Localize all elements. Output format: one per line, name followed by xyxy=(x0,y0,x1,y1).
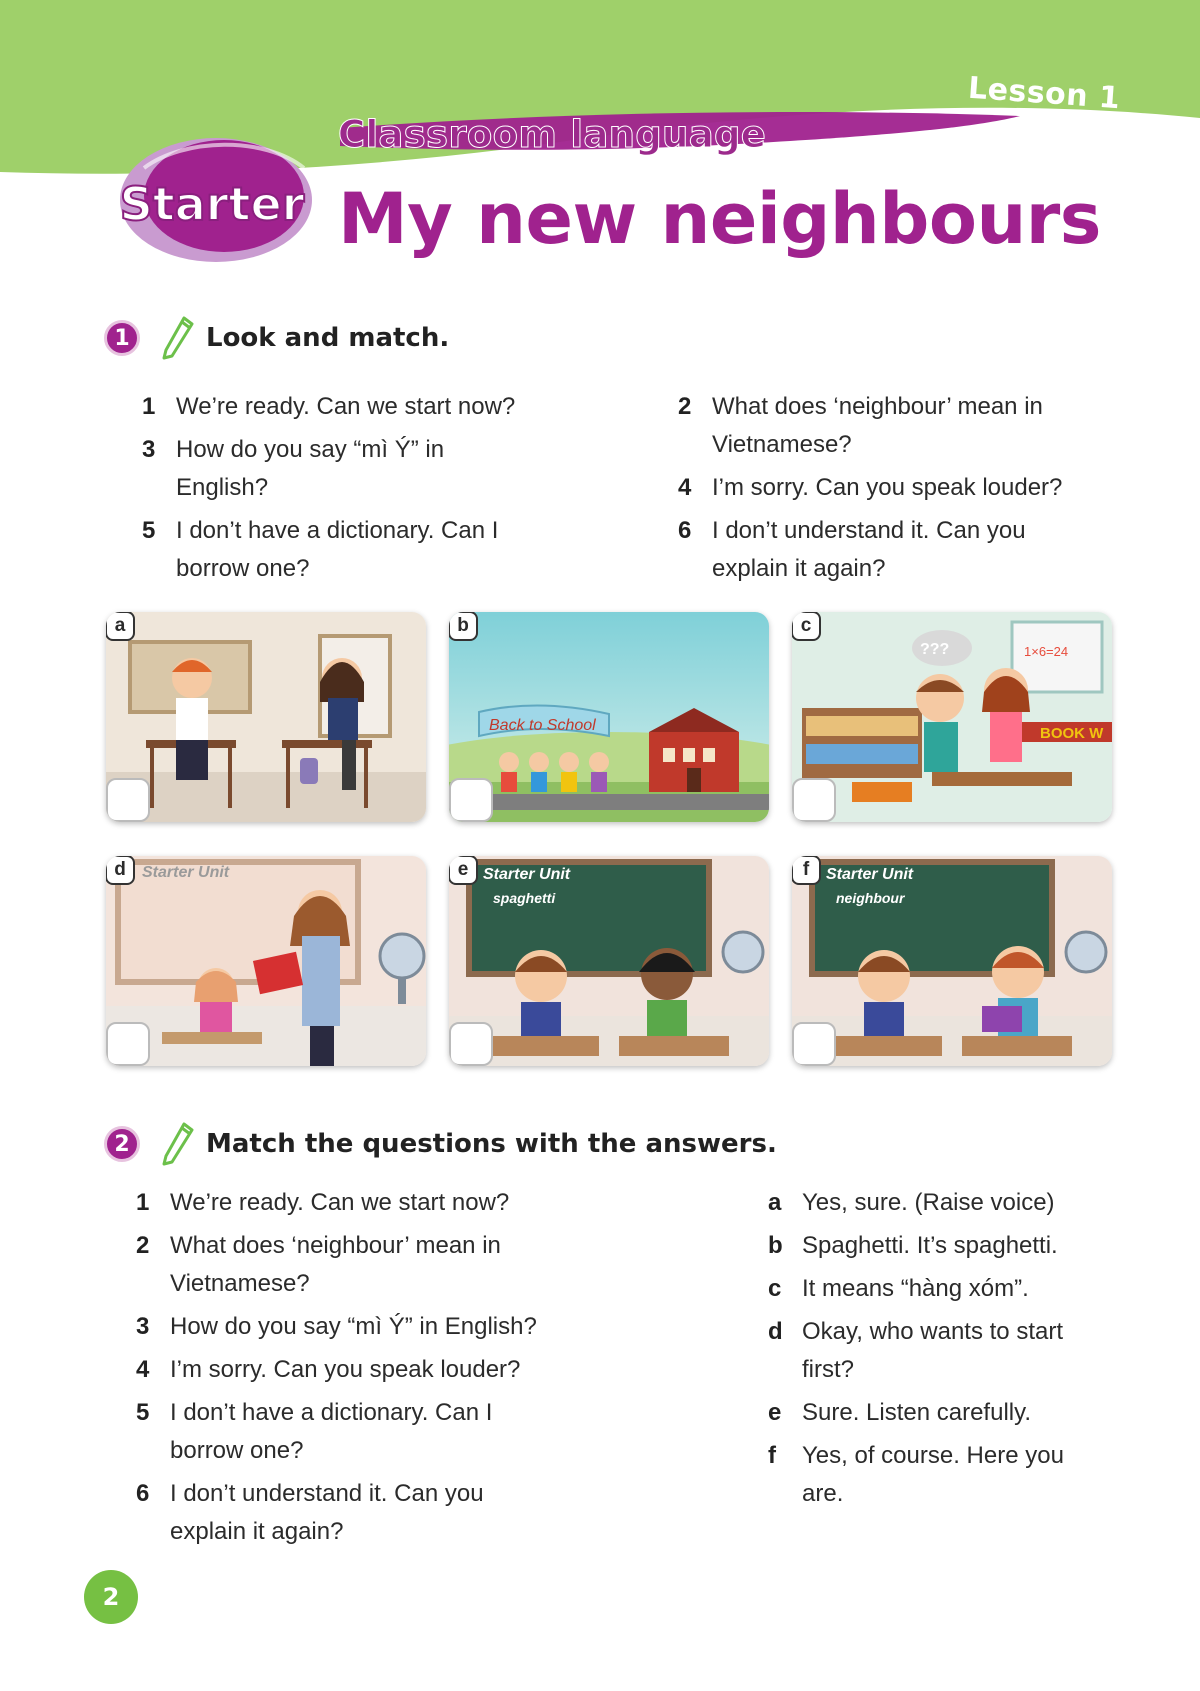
exercise-instruction: Look and match. xyxy=(206,323,450,353)
item-number: 5 xyxy=(142,517,156,544)
picture-letter: f xyxy=(792,856,821,885)
page-title: My new neighbours xyxy=(338,178,1101,260)
item-text: What does ‘neighbour’ mean in Vietnamese? xyxy=(712,393,1043,458)
school-outdoor-illustration xyxy=(449,612,769,822)
list-item xyxy=(768,1184,1128,1222)
item-letter: a xyxy=(768,1189,782,1216)
picture-letter: e xyxy=(449,856,478,885)
list-item xyxy=(136,1308,606,1346)
picture-e xyxy=(449,856,769,1066)
picture-letter: a xyxy=(106,612,135,641)
speech-bubble-text: ??? xyxy=(920,641,950,658)
item-text: I don’t have a dictionary. Can I borrow one? xyxy=(170,1399,493,1464)
picture-letter: d xyxy=(106,856,135,885)
item-number: 2 xyxy=(136,1232,150,1259)
item-letter: d xyxy=(768,1318,783,1345)
item-text: It means “hàng xóm”. xyxy=(802,1275,1029,1302)
answer-box[interactable] xyxy=(792,778,836,822)
list-item xyxy=(136,1394,606,1470)
item-number: 2 xyxy=(678,393,692,420)
list-item xyxy=(768,1437,1128,1513)
picture-f xyxy=(792,856,1112,1066)
item-number: 5 xyxy=(136,1399,150,1426)
item-text: I don’t have a dictionary. Can I borrow one? xyxy=(176,517,499,582)
section-subtitle: Classroom language xyxy=(338,113,767,156)
item-text: Yes, sure. (Raise voice) xyxy=(802,1189,1055,1216)
answer-box[interactable] xyxy=(792,1022,836,1066)
page-number: 2 xyxy=(84,1570,138,1624)
item-text: We’re ready. Can we start now? xyxy=(176,393,516,420)
picture-letter: c xyxy=(792,612,821,641)
banner-text: Back to School xyxy=(489,717,596,734)
list-item xyxy=(136,1184,606,1222)
exercise-1-heading xyxy=(104,314,449,362)
board-heading: Starter Unit xyxy=(826,866,914,883)
lesson-label: Lesson 1 xyxy=(966,70,1122,117)
item-number: 3 xyxy=(136,1313,150,1340)
item-text: How do you say “mì Ý” in English? xyxy=(170,1313,537,1340)
list-item xyxy=(136,1227,606,1303)
teacher-reading-illustration xyxy=(106,856,426,1066)
list-item xyxy=(136,1475,606,1551)
pencil-icon xyxy=(160,314,196,362)
board-heading: Starter Unit xyxy=(483,866,571,883)
exercise-1-left-list xyxy=(142,388,582,593)
list-item xyxy=(678,512,1118,588)
picture-b xyxy=(449,612,769,822)
item-text: I’m sorry. Can you speak louder? xyxy=(170,1356,521,1383)
list-item xyxy=(678,388,1118,464)
list-item xyxy=(136,1351,606,1389)
board-word: spaghetti xyxy=(493,890,556,906)
answer-box[interactable] xyxy=(449,778,493,822)
item-text: I’m sorry. Can you speak louder? xyxy=(712,474,1063,501)
list-item xyxy=(768,1270,1128,1308)
item-number: 6 xyxy=(678,517,692,544)
item-text: How do you say “mì Ý” in English? xyxy=(176,436,445,501)
exercise-2-questions xyxy=(136,1184,606,1556)
item-number: 1 xyxy=(136,1189,150,1216)
picture-letter: b xyxy=(449,612,478,641)
item-letter: b xyxy=(768,1232,783,1259)
board-text: 1×6=24 xyxy=(1024,644,1069,659)
list-item xyxy=(768,1394,1128,1432)
students-blackboard-illustration xyxy=(449,856,769,1066)
item-text: What does ‘neighbour’ mean in Vietnamese? xyxy=(170,1232,501,1297)
board-heading: Starter Unit xyxy=(142,864,230,881)
shelf-text: BOOK W xyxy=(1040,725,1104,742)
item-text: Sure. Listen carefully. xyxy=(802,1399,1031,1426)
exercise-instruction: Match the questions with the answers. xyxy=(206,1129,777,1159)
item-letter: f xyxy=(768,1442,776,1469)
student-reading-blackboard-illustration xyxy=(792,856,1112,1066)
classroom-desks-illustration xyxy=(106,612,426,822)
exercise-number: 1 xyxy=(104,320,140,356)
list-item xyxy=(768,1313,1128,1389)
item-letter: c xyxy=(768,1275,782,1302)
pencil-icon xyxy=(160,1120,196,1168)
item-number: 1 xyxy=(142,393,156,420)
list-item xyxy=(768,1227,1128,1265)
item-letter: e xyxy=(768,1399,782,1426)
list-item xyxy=(678,469,1118,507)
item-text: We’re ready. Can we start now? xyxy=(170,1189,510,1216)
picture-d xyxy=(106,856,426,1066)
picture-a xyxy=(106,612,426,822)
item-number: 4 xyxy=(136,1356,150,1383)
item-text: I don’t understand it. Can you explain it again? xyxy=(170,1480,484,1545)
exercise-1-right-list xyxy=(678,388,1118,593)
item-text: I don’t understand it. Can you explain it again? xyxy=(712,517,1026,582)
list-item xyxy=(142,388,582,426)
list-item xyxy=(142,512,582,588)
item-text: Spaghetti. It’s spaghetti. xyxy=(802,1232,1058,1259)
picture-c xyxy=(792,612,1112,822)
item-text: Okay, who wants to start first? xyxy=(802,1318,1063,1383)
exercise-number: 2 xyxy=(104,1126,140,1162)
item-text: Yes, of course. Here you are. xyxy=(802,1442,1064,1507)
item-number: 6 xyxy=(136,1480,150,1507)
answer-box[interactable] xyxy=(106,1022,150,1066)
item-number: 3 xyxy=(142,436,156,463)
answer-box[interactable] xyxy=(106,778,150,822)
item-number: 4 xyxy=(678,474,692,501)
exercise-2-answers xyxy=(768,1184,1128,1518)
starter-label: Starter xyxy=(119,177,305,231)
exercise-2-heading xyxy=(104,1120,777,1168)
answer-box[interactable] xyxy=(449,1022,493,1066)
board-word: neighbour xyxy=(836,890,905,906)
confused-students-illustration xyxy=(792,612,1112,822)
list-item xyxy=(142,431,582,507)
